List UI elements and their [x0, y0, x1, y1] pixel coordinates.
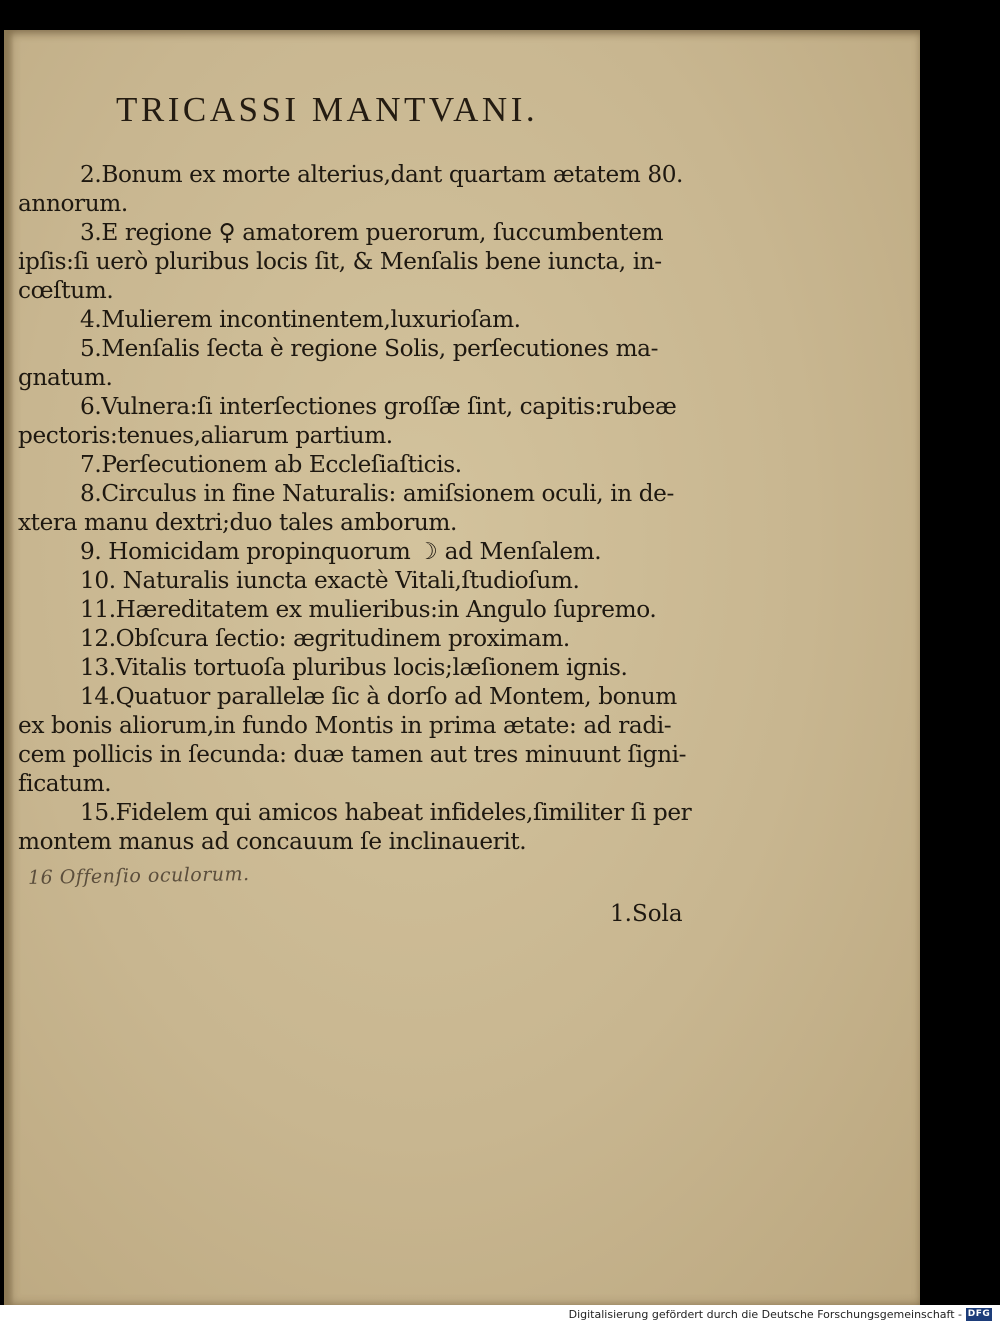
- page-edge-shadow: [4, 30, 14, 1305]
- entry-item: [18, 595, 691, 624]
- entry-item: [18, 218, 691, 305]
- entry-continuation-line: cœſtum.: [18, 277, 114, 304]
- entry-first-line: 3.E regione ♀ amatorem puerorum, ſuccumbentem: [80, 219, 664, 246]
- entry-continuation-line: xtera manu dextri;duo tales amborum.: [18, 509, 457, 536]
- digitization-footer: [0, 1305, 1000, 1325]
- entry-first-line: 15.Fidelem qui amicos habeat infideles,ſimiliter ſi per: [80, 799, 692, 826]
- entry-first-line: 9. Homicidam propinquorum ☽ ad Menſalem.: [80, 538, 602, 565]
- entry-item: [18, 537, 691, 566]
- entry-continuation-line: gnatum.: [18, 364, 113, 391]
- entry-item: [18, 566, 691, 595]
- entry-item: [18, 160, 691, 218]
- dfg-logo: DFG: [967, 1309, 991, 1319]
- catchword: 1.Sola: [610, 901, 683, 927]
- entry-continuation-line: pectoris:tenues,aliarum partium.: [18, 422, 393, 449]
- entry-continuation-line: ipſis:ſi uerò pluribus locis ſit, & Menſalis bene iuncta, in-: [18, 248, 662, 275]
- entry-first-line: 6.Vulnera:ſi interſectiones groſſæ ſint, capitis:rubeæ: [80, 393, 677, 420]
- entry-first-line: 7.Perſecutionem ab Eccleſiaſticis.: [80, 451, 462, 478]
- entry-item: [18, 479, 691, 537]
- entry-first-line: 2.Bonum ex morte alterius,dant quartam ætatem 80.: [80, 161, 684, 188]
- entry-item: [18, 653, 691, 682]
- entry-continuation-line: ficatum.: [18, 770, 112, 797]
- entry-continuation-line: cem pollicis in ſecunda: duæ tamen aut tres minuunt ſigni-: [18, 741, 687, 768]
- entry-item: [18, 624, 691, 653]
- book-page: [4, 30, 920, 1305]
- entry-item: [18, 798, 691, 856]
- running-head: TRICASSI MANTVANI.: [116, 90, 539, 129]
- entry-item: [18, 334, 691, 392]
- entries-list: [18, 160, 691, 856]
- entry-first-line: 12.Obſcura ſectio: ægritudinem proximam.: [80, 625, 570, 652]
- entry-first-line: 8.Circulus in fine Naturalis: amiſsionem oculi, in de-: [80, 480, 674, 507]
- entry-first-line: 14.Quatuor parallelæ ſic à dorſo ad Montem, bonum: [80, 683, 677, 710]
- entry-continuation-line: annorum.: [18, 190, 128, 217]
- entry-first-line: 13.Vitalis tortuoſa pluribus locis;læſionem ignis.: [80, 654, 628, 681]
- entry-continuation-line: montem manus ad concauum ſe inclinauerit.: [18, 828, 527, 855]
- entry-first-line: 5.Menſalis ſecta è regione Solis, perſecutiones ma-: [80, 335, 659, 362]
- entry-first-line: 10. Naturalis iuncta exactè Vitali,ſtudioſum.: [80, 567, 580, 594]
- entry-first-line: 11.Hæreditatem ex mulieribus:in Angulo ſupremo.: [80, 596, 657, 623]
- entry-first-line: 4.Mulierem incontinentem,luxurioſam.: [80, 306, 521, 333]
- footer-credit: Digitalisierung gefördert durch die Deutsche Forschungsgemeinschaft -: [568, 1308, 962, 1321]
- entry-item: [18, 305, 691, 334]
- entry-item: [18, 392, 691, 450]
- entry-continuation-line: ex bonis aliorum,in fundo Montis in prima ætate: ad radi-: [18, 712, 672, 739]
- entry-item: [18, 682, 691, 798]
- handwritten-annotation: 16 Offenſio oculorum.: [27, 863, 250, 889]
- entry-item: [18, 450, 691, 479]
